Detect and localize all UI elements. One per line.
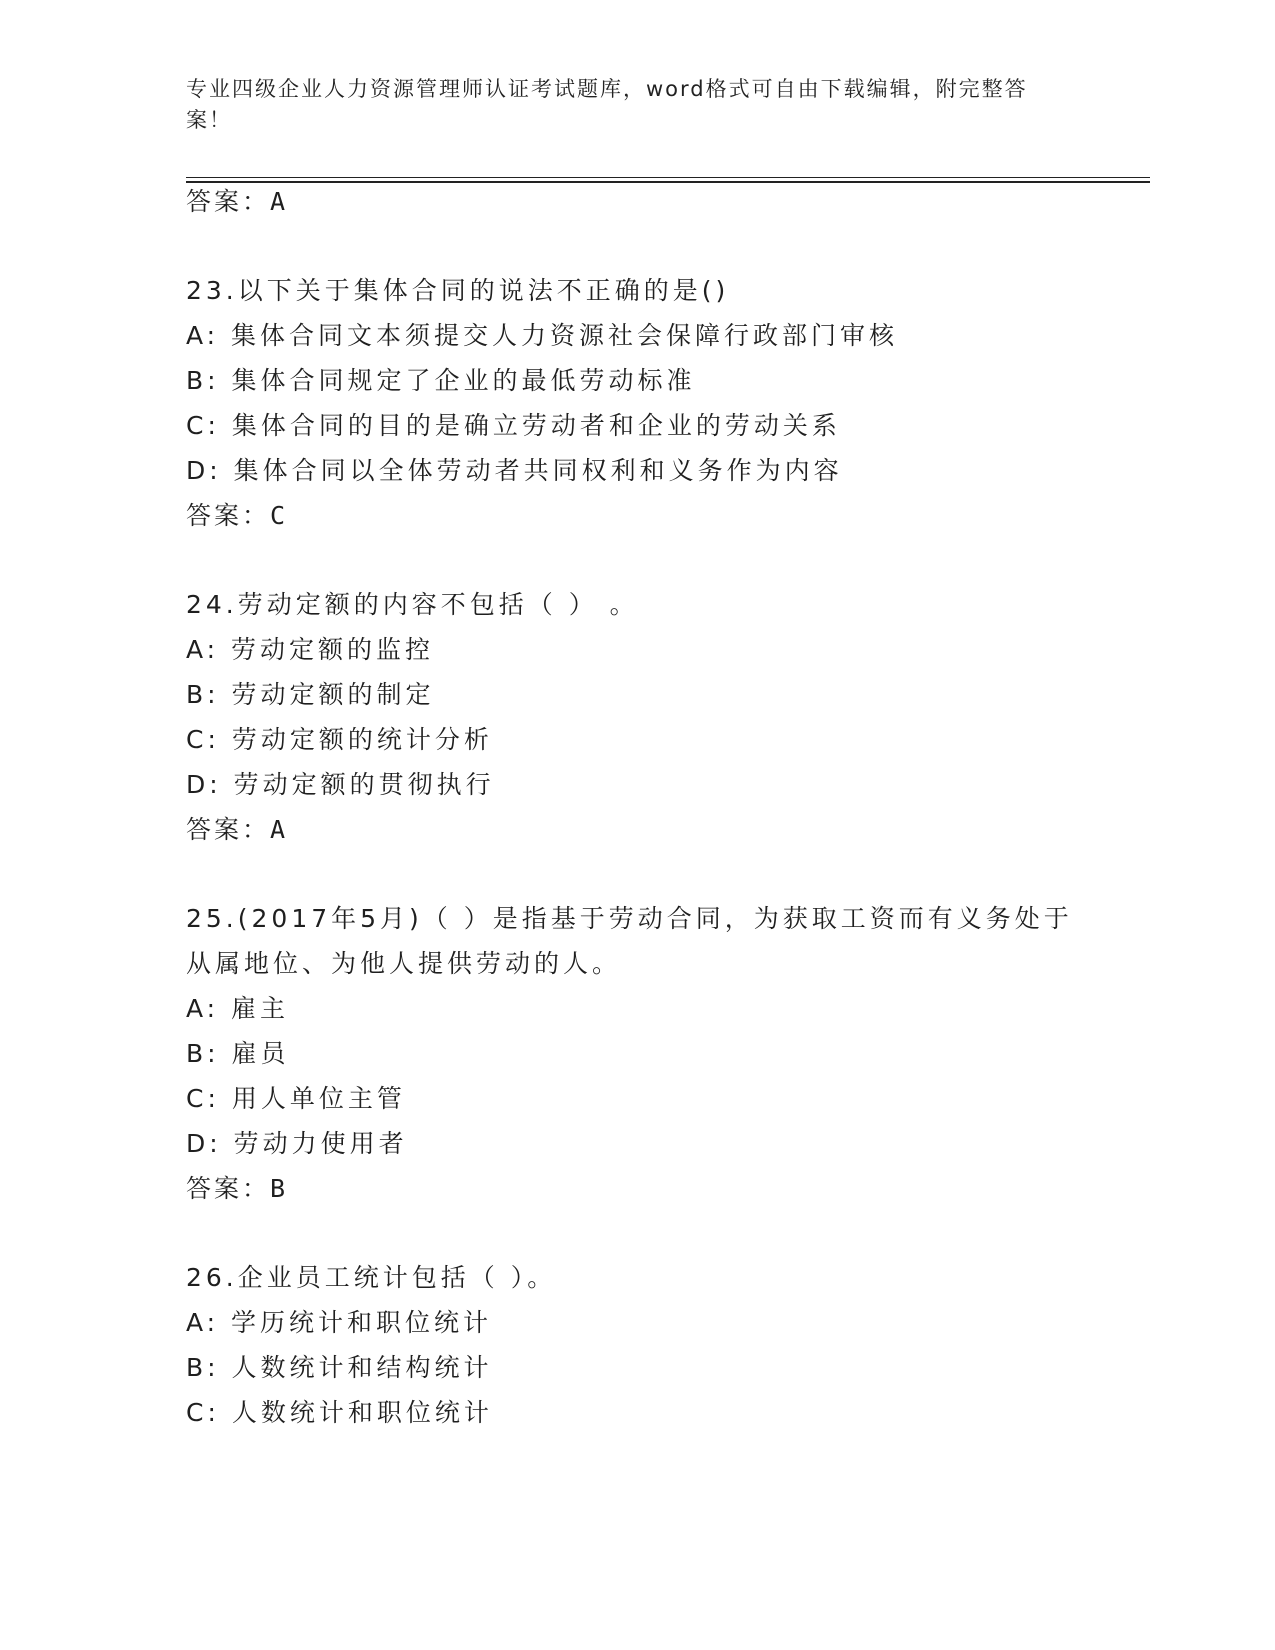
question-23-option-b: B: 集体合同规定了企业的最低劳动标准 <box>186 366 696 395</box>
question-25-stem-line-1: 25.(2017年5月)（ ）是指基于劳动合同，为获取工资而有义务处于 <box>186 904 1073 933</box>
question-23-option-c: C: 集体合同的目的是确立劳动者和企业的劳动关系 <box>186 411 841 440</box>
question-25-option-a: A: 雇主 <box>186 994 290 1023</box>
question-26-stem: 26.企业员工统计包括（ ）。 <box>186 1263 557 1292</box>
answer-24 <box>186 815 287 845</box>
answer-25 <box>186 1174 287 1204</box>
answer-value: B <box>270 1174 288 1203</box>
question-24-option-b: B: 劳动定额的制定 <box>186 680 435 709</box>
question-24-option-a: A: 劳动定额的监控 <box>186 635 435 664</box>
answer-23 <box>186 501 287 531</box>
question-26-option-a: A: 学历统计和职位统计 <box>186 1308 493 1337</box>
answer-value: C <box>270 501 288 530</box>
answer-label: 答案： <box>186 187 271 216</box>
question-25-option-d: D: 劳动力使用者 <box>186 1129 408 1158</box>
header-divider-thin <box>186 177 1150 178</box>
answer-label: 答案： <box>186 501 271 530</box>
question-23-stem: 23.以下关于集体合同的说法不正确的是() <box>186 276 730 305</box>
question-24-stem: 24.劳动定额的内容不包括（ ） 。 <box>186 590 639 619</box>
question-23-option-a: A: 集体合同文本须提交人力资源社会保障行政部门审核 <box>186 321 899 350</box>
answer-value: A <box>270 187 288 216</box>
header-divider-thick <box>186 181 1150 183</box>
question-24-option-d: D: 劳动定额的贯彻执行 <box>186 770 495 799</box>
page-header: 专业四级企业人力资源管理师认证考试题库，word格式可自由下载编辑，附完整答案！ <box>186 77 1028 132</box>
question-25-option-b: B: 雇员 <box>186 1039 290 1068</box>
answer-value: A <box>270 815 288 844</box>
question-23-option-d: D: 集体合同以全体劳动者共同权利和义务作为内容 <box>186 456 843 485</box>
answer-22 <box>186 187 287 217</box>
answer-label: 答案： <box>186 1174 271 1203</box>
question-26-option-b: B: 人数统计和结构统计 <box>186 1353 493 1382</box>
question-24-option-c: C: 劳动定额的统计分析 <box>186 725 493 754</box>
answer-label: 答案： <box>186 815 271 844</box>
question-25-stem-line-2: 从属地位、为他人提供劳动的人。 <box>186 949 622 978</box>
question-25-option-c: C: 用人单位主管 <box>186 1084 406 1113</box>
question-26-option-c: C: 人数统计和职位统计 <box>186 1398 493 1427</box>
